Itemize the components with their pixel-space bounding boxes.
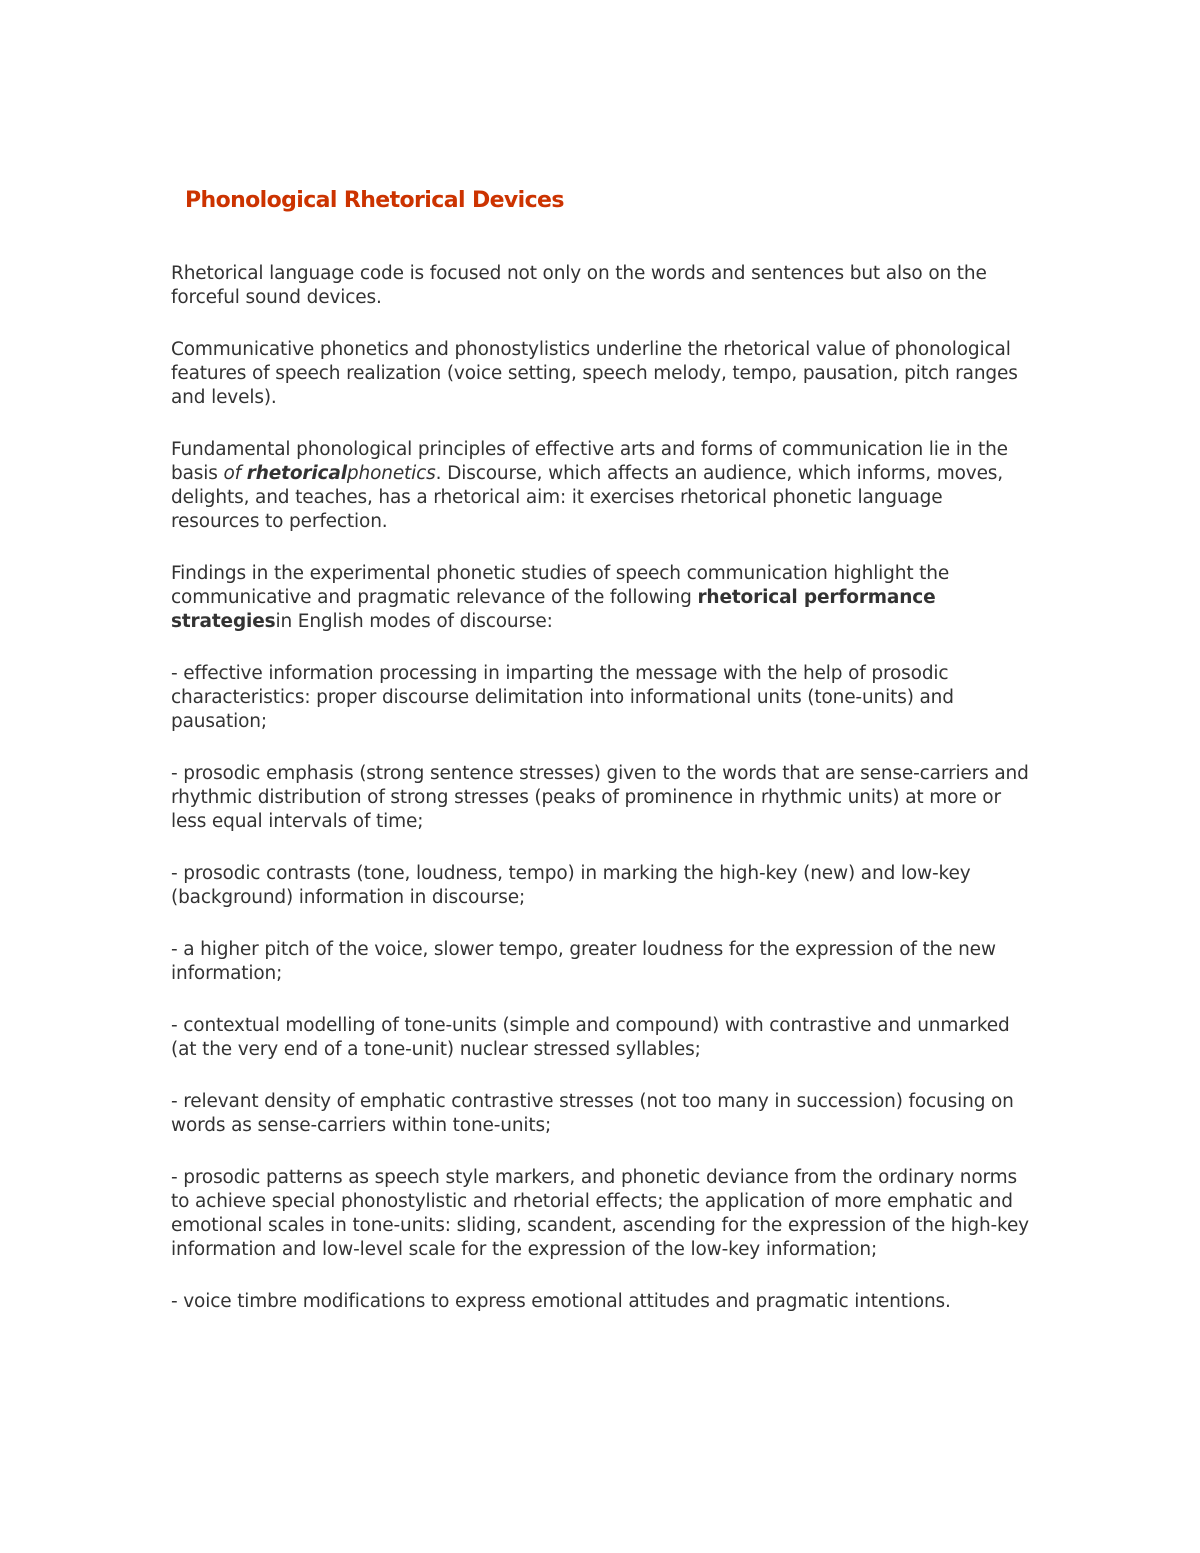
strategy-item: - voice timbre modifications to express emotional attitudes and pragmatic intentions. — [171, 1291, 951, 1312]
emphasis-bold: rhetorical performance strategies — [171, 587, 936, 632]
paragraph-text: Fundamental phonological principles of effective arts and forms of communication lie in the basis — [171, 439, 1008, 484]
strategy-item: - effective information processing in imparting the message with the help of prosodic characteristics: proper discourse delimitation into informational units (tone-units) and pausation; — [171, 663, 954, 732]
paragraph-text: . Discourse, which affects an audience, which informs, moves, delights, and teaches, has a rhetorical aim: it exercises rhetorical phonetic language resources to perfection. — [171, 463, 1004, 532]
emphasis-italic: phonetics — [346, 463, 436, 484]
document-body — [171, 262, 1031, 1342]
strategy-item: - prosodic patterns as speech style markers, and phonetic deviance from the ordinary norms to achieve special phonostylistic and rhetorial effects; the application of more emphatic and emotional scales in tone-units: sliding, scandent, ascending for the expression of the high-key information and low-level scale for the expression of the low-key information; — [171, 1167, 1029, 1260]
paragraph-communicative-phonetics: Communicative phonetics and phonostylistics underline the rhetorical value of phonological features of speech realization (voice setting, speech melody, tempo, pausation, pitch ranges and levels). — [171, 339, 1018, 408]
paragraph-fundamental-principles — [171, 438, 1031, 534]
paragraph-text: Findings in the experimental phonetic studies of speech communication highlight the communicative and pragmatic relevance of the following — [171, 563, 950, 608]
strategy-item: - a higher pitch of the voice, slower tempo, greater loudness for the expression of the new information; — [171, 939, 996, 984]
strategy-item: - contextual modelling of tone-units (simple and compound) with contrastive and unmarked (at the very end of a tone-unit) nuclear stressed syllables; — [171, 1015, 1010, 1060]
strategy-item: - relevant density of emphatic contrastive stresses (not too many in succession) focusing on words as sense-carriers within tone-units; — [171, 1091, 1014, 1136]
document-title: Phonological Rhetorical Devices — [185, 188, 564, 213]
emphasis-italic: of — [223, 463, 247, 484]
strategy-item: - prosodic emphasis (strong sentence stresses) given to the words that are sense-carriers and rhythmic distribution of strong stresses (peaks of prominence in rhythmic units) at more or less equal intervals of time; — [171, 763, 1029, 832]
paragraph-intro: Rhetorical language code is focused not only on the words and sentences but also on the forceful sound devices. — [171, 263, 987, 308]
emphasis-bold-italic: rhetorical — [246, 463, 347, 484]
paragraph-text: in English modes of discourse: — [275, 611, 553, 632]
strategy-item: - prosodic contrasts (tone, loudness, tempo) in marking the high-key (new) and low-key (background) information in discourse; — [171, 863, 971, 908]
paragraph-findings — [171, 562, 1031, 634]
